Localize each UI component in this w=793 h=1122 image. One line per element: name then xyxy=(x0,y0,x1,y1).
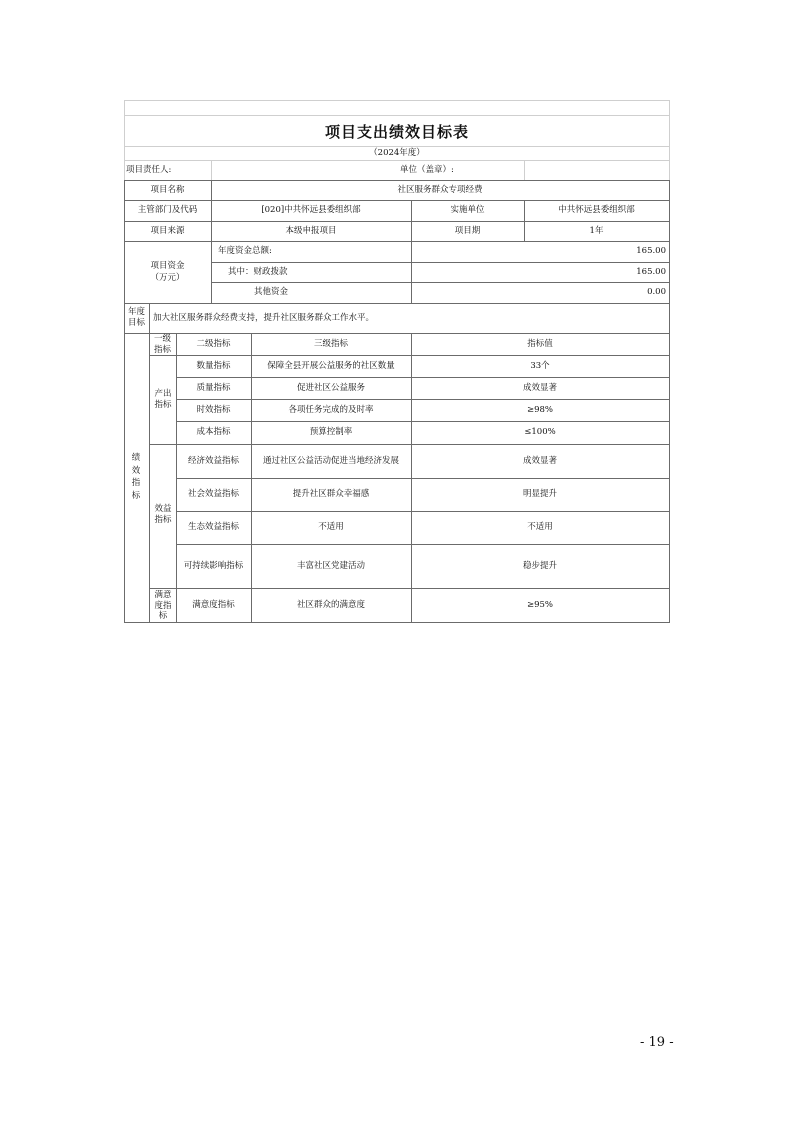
funds-label: 项目资金 xyxy=(150,261,185,271)
frame-line xyxy=(524,160,525,180)
table-line xyxy=(124,200,670,201)
table-row-level3: 保障全县开展公益服务的社区数量 xyxy=(267,361,395,371)
goal-label: 年度目标 xyxy=(127,307,145,328)
table-row-level2: 生态效益指标 xyxy=(187,522,239,532)
funds-fiscal-label: 其中：财政拨款 xyxy=(228,267,288,277)
impl-unit-value: 中共怀远县委组织部 xyxy=(558,205,635,215)
header-level1: 一级指标 xyxy=(153,334,171,355)
source-value: 本级申报项目 xyxy=(285,226,337,236)
table-row-level3: 通过社区公益活动促进当地经济发展 xyxy=(262,456,399,466)
responsible-label: 项目责任人: xyxy=(126,165,172,175)
period-value: 1年 xyxy=(589,226,604,236)
table-line xyxy=(124,333,670,334)
output-indicators-label: 产出指标 xyxy=(154,389,172,410)
project-name-value: 社区服务群众专项经费 xyxy=(397,185,483,195)
frame-line xyxy=(124,115,670,116)
unit-label: 单位（盖章）: xyxy=(400,165,454,175)
table-line xyxy=(149,588,670,589)
frame-line xyxy=(211,160,212,180)
funds-total-label: 年度资金总额: xyxy=(218,246,272,256)
table-row-value: ≥95% xyxy=(526,600,553,610)
table-row-level3: 促进社区公益服务 xyxy=(296,383,365,393)
table-row-level2: 数量指标 xyxy=(196,361,231,371)
period-label: 项目期 xyxy=(454,226,481,236)
department-value: [020]中共怀远县委组织部 xyxy=(261,205,361,215)
table-line xyxy=(211,262,670,263)
table-line xyxy=(124,622,670,623)
year-label: （2024年度） xyxy=(369,148,425,158)
table-row-value: 成效显著 xyxy=(522,456,557,466)
frame-line xyxy=(124,146,670,147)
table-line xyxy=(124,221,670,222)
table-line xyxy=(251,333,252,623)
table-row-level3: 社区群众的满意度 xyxy=(296,600,365,610)
table-line xyxy=(149,444,670,445)
source-label: 项目来源 xyxy=(150,226,185,236)
header-level2: 二级指标 xyxy=(196,339,231,349)
table-line xyxy=(124,241,670,242)
table-row-value: ≤100% xyxy=(524,427,556,437)
frame-line xyxy=(124,100,670,101)
performance-indicators-label: 绩效指标 xyxy=(131,453,141,501)
table-line xyxy=(124,180,125,623)
table-row-level2: 经济效益指标 xyxy=(187,456,239,466)
table-row-value: 33个 xyxy=(530,361,550,371)
table-row-level3: 提升社区群众幸福感 xyxy=(292,489,370,499)
table-line xyxy=(176,333,177,623)
page-number: - 19 - xyxy=(640,1035,674,1050)
funds-total-value: 165.00 xyxy=(636,246,666,256)
table-line xyxy=(124,303,670,304)
table-line xyxy=(411,333,412,623)
table-line xyxy=(211,282,670,283)
table-row-value: 成效显著 xyxy=(522,383,557,393)
table-row-level2: 时效指标 xyxy=(196,405,231,415)
funds-other-value: 0.00 xyxy=(647,287,666,297)
table-row-value: 明显提升 xyxy=(522,489,557,499)
benefit-indicators-label: 效益指标 xyxy=(154,504,172,525)
table-line xyxy=(669,180,670,623)
department-label: 主管部门及代码 xyxy=(137,205,198,215)
table-line xyxy=(149,355,670,356)
page-title: 项目支出绩效目标表 xyxy=(324,123,469,141)
table-row-level3: 预算控制率 xyxy=(309,427,353,437)
frame-line xyxy=(124,160,670,161)
table-row-value: 不适用 xyxy=(527,522,553,532)
funds-other-label: 其他资金 xyxy=(254,287,289,297)
table-row-level3: 不适用 xyxy=(318,522,344,532)
funds-unit: （万元） xyxy=(150,273,185,283)
project-name-label: 项目名称 xyxy=(150,185,185,195)
header-level3: 三级指标 xyxy=(313,339,348,349)
table-row-level2: 社会效益指标 xyxy=(187,489,239,499)
table-line xyxy=(211,180,212,303)
impl-unit-label: 实施单位 xyxy=(450,205,485,215)
table-row-level2: 满意度指标 xyxy=(192,600,235,610)
table-row-level2: 质量指标 xyxy=(196,383,231,393)
table-row-level2: 可持续影响指标 xyxy=(183,561,244,571)
funds-fiscal-value: 165.00 xyxy=(636,267,666,277)
table-line xyxy=(124,180,670,181)
goal-text: 加大社区服务群众经费支持，提升社区服务群众工作水平。 xyxy=(153,313,375,323)
table-row-value: ≥98% xyxy=(526,405,553,415)
table-row-level3: 各项任务完成的及时率 xyxy=(288,405,374,415)
table-row-level3: 丰富社区党建活动 xyxy=(296,561,365,571)
table-row-value: 稳步提升 xyxy=(522,561,557,571)
header-value: 指标值 xyxy=(527,339,553,349)
satisfaction-indicators-label: 满意度指标 xyxy=(154,590,172,621)
table-row-level2: 成本指标 xyxy=(196,427,231,437)
